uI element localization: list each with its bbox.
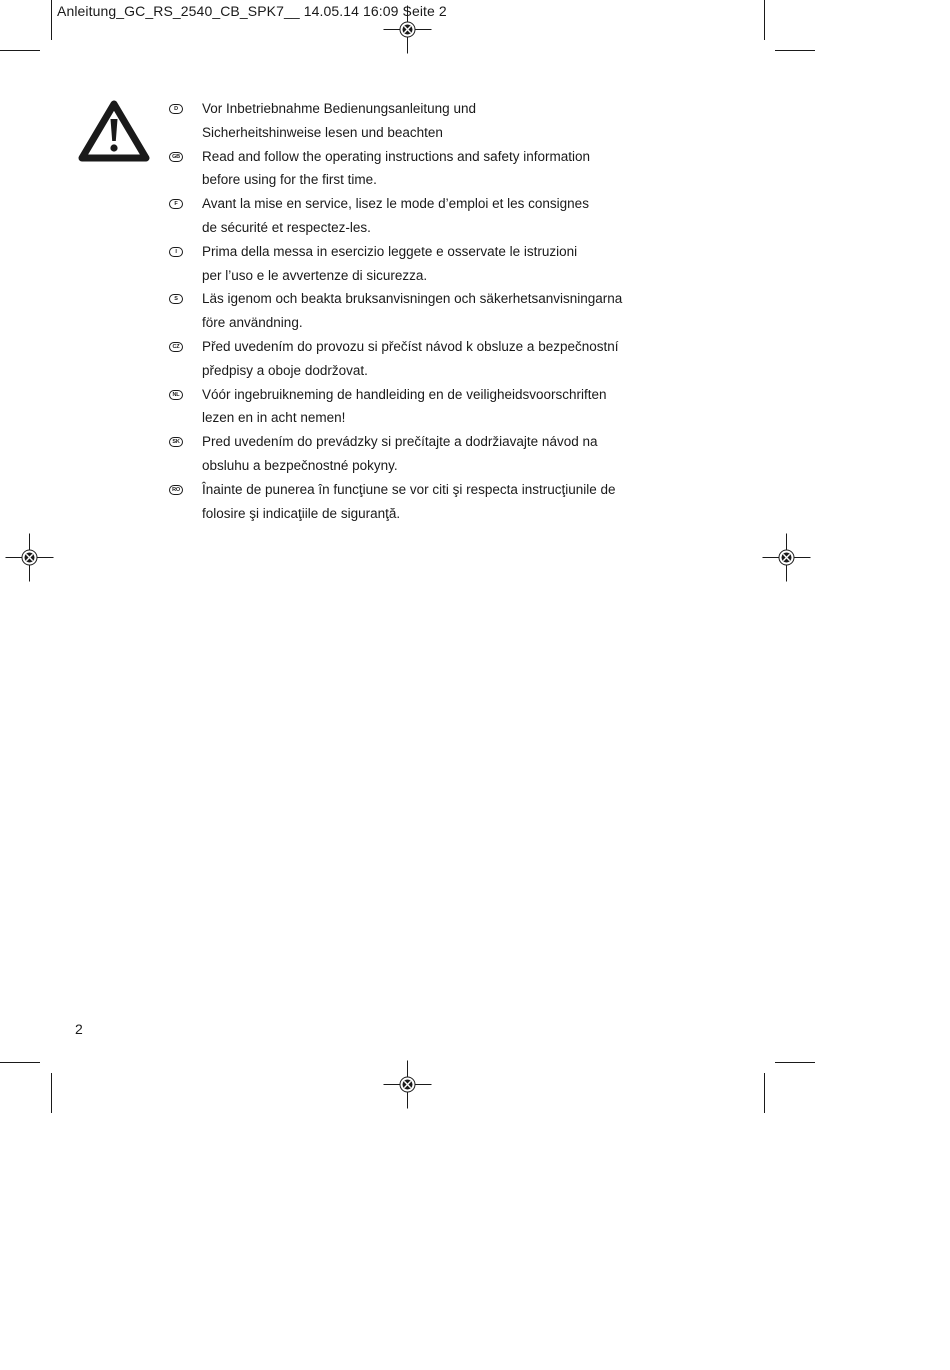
- notice-line: per l’uso e le avvertenze di sicurezza.: [202, 267, 428, 283]
- safety-notice-text: [202, 478, 648, 526]
- notice-line: before using for the first time.: [202, 172, 377, 188]
- safety-notice-text: [202, 240, 648, 288]
- language-badge-gb: GB: [169, 152, 183, 162]
- safety-notice-s: [168, 287, 648, 335]
- safety-notice-text: [202, 145, 648, 193]
- safety-notice-sk: [168, 430, 648, 478]
- safety-notice-text: [202, 430, 648, 478]
- registration-mark-icon: [384, 1061, 432, 1109]
- page-number: 2: [75, 1021, 83, 1037]
- notice-line: obsluhu a bezpečnostné pokyny.: [202, 457, 398, 473]
- notice-line: före användning.: [202, 315, 303, 331]
- notice-line: Read and follow the operating instructions and safety information: [202, 148, 590, 164]
- registration-mark-icon: [384, 6, 432, 54]
- safety-notice-f: [168, 192, 648, 240]
- registration-mark-icon: [763, 534, 811, 582]
- safety-notice-i: [168, 240, 648, 288]
- safety-notice-text: [202, 335, 648, 383]
- language-badge-f: F: [169, 199, 183, 209]
- notice-line: Sicherheitshinweise lesen und beachten: [202, 124, 443, 140]
- language-badge-cz: CZ: [169, 342, 183, 352]
- notice-line: Vor Inbetriebnahme Bedienungsanleitung und: [202, 101, 476, 116]
- safety-notice-nl: [168, 383, 648, 431]
- safety-notice-text: [202, 192, 648, 240]
- language-badge-i: I: [169, 247, 183, 257]
- safety-notice-d: [168, 97, 648, 145]
- notice-line: lezen en in acht nemen!: [202, 410, 346, 426]
- notice-line: Vóór ingebruikneming de handleiding en de veiligheidsvoorschriften: [202, 386, 607, 402]
- language-badge-ro: RO: [169, 485, 183, 495]
- safety-notice-list: [168, 97, 648, 525]
- safety-notice-gb: [168, 145, 648, 193]
- safety-notice-ro: [168, 478, 648, 526]
- safety-notice-text: [202, 97, 648, 145]
- language-badge-sk: SK: [169, 437, 183, 447]
- notice-line: Înainte de punerea în funcţiune se vor citi şi respecta instrucţiunile de: [202, 481, 616, 497]
- notice-line: de sécurité et respectez-les.: [202, 219, 371, 235]
- notice-line: Läs igenom och beakta bruksanvisningen och säkerhetsanvisningarna: [202, 291, 623, 307]
- language-badge-d: D: [169, 104, 183, 114]
- notice-line: folosire şi indicaţiile de siguranţă.: [202, 505, 401, 521]
- safety-notice-text: [202, 383, 648, 431]
- notice-line: Před uvedením do provozu si přečíst návod k obsluze a bezpečnostní: [202, 338, 619, 354]
- language-badge-s: S: [169, 294, 183, 304]
- safety-notice-text: [202, 287, 648, 335]
- notice-line: předpisy a oboje dodržovat.: [202, 362, 368, 378]
- safety-notice-cz: [168, 335, 648, 383]
- notice-line: Pred uvedením do prevádzky si prečítajte a dodržiavajte návod na: [202, 434, 598, 450]
- warning-triangle-icon: [78, 99, 150, 162]
- notice-line: Prima della messa in esercizio leggete e osservate le istruzioni: [202, 243, 578, 259]
- language-badge-nl: NL: [169, 390, 183, 400]
- registration-mark-icon: [6, 534, 54, 582]
- print-slug: Anleitung_GC_RS_2540_CB_SPK7__ 14.05.14 16:09 Seite 2: [57, 3, 447, 19]
- notice-line: Avant la mise en service, lisez le mode d’emploi et les consignes: [202, 196, 589, 212]
